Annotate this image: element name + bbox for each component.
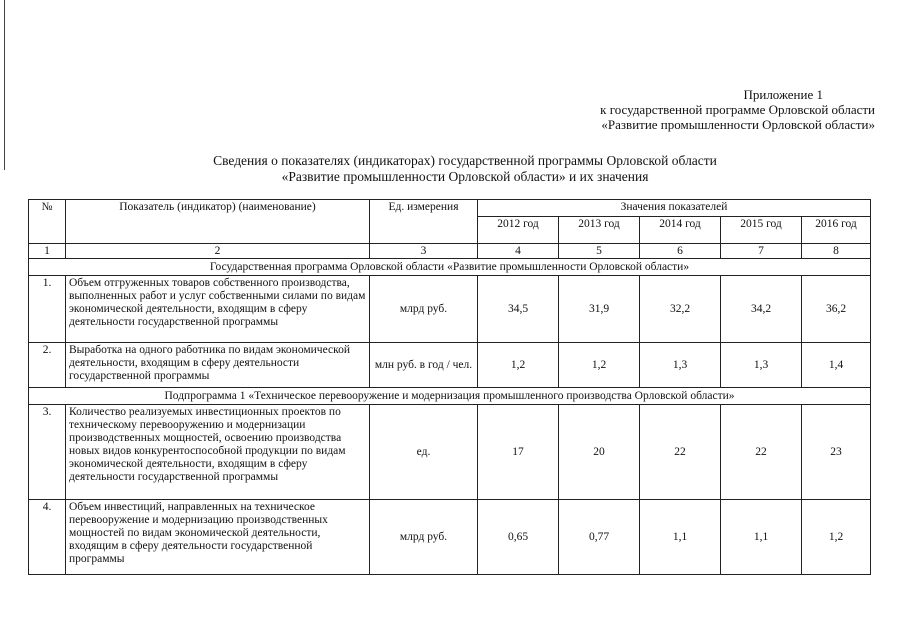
row-value: 20 [559,405,640,500]
header-values-group: Значения показателей [478,200,871,217]
row-value: 0,77 [559,500,640,575]
column-number: 8 [802,244,871,259]
header-year: 2012 год [478,217,559,244]
row-value: 32,2 [640,276,721,343]
row-value: 1,1 [640,500,721,575]
column-number: 7 [721,244,802,259]
row-unit: ед. [370,405,478,500]
row-value: 17 [478,405,559,500]
row-value: 1,2 [478,343,559,388]
row-value: 34,5 [478,276,559,343]
column-number: 5 [559,244,640,259]
header-indicator-label: Показатель (индикатор) (наименование) [119,201,316,213]
table-row [29,276,871,343]
header-year: 2015 год [721,217,802,244]
row-value: 36,2 [802,276,871,343]
row-value: 1,1 [721,500,802,575]
row-value: 34,2 [721,276,802,343]
row-number: 4. [29,500,66,575]
column-number: 6 [640,244,721,259]
row-value: 1,2 [559,343,640,388]
column-number: 4 [478,244,559,259]
row-number: 3. [29,405,66,500]
appendix-program-name: «Развитие промышленности Орловской области» [601,117,875,132]
row-unit: млн руб. в год / чел. [370,343,478,388]
table-row [29,405,871,500]
appendix-number: Приложение 1 [743,87,823,102]
row-indicator-name: Объем отгруженных товаров собственного производства, выполненных работ и услуг собственными силами по видам экономической деятельности, входящим в сферу деятельности государственной программы [66,276,370,343]
row-value: 1,3 [721,343,802,388]
row-value: 22 [640,405,721,500]
header-indicator [66,200,370,244]
row-value: 0,65 [478,500,559,575]
header-year: 2016 год [802,217,871,244]
row-indicator-name: Объем инвестиций, направленных на техническое перевооружение и модернизацию производственных мощностей по видам экономической деятельности, входящим в сферу деятельности государственной программы [66,500,370,575]
section-title: Подпрограмма 1 «Техническое перевооружение и модернизация промышленного производства Орловской области» [29,388,871,405]
row-value: 22 [721,405,802,500]
row-indicator-name: Количество реализуемых инвестиционных проектов по техническому перевооружению и модернизации производственных мощностей, освоению производства новых видов конкурентоспособной продукции по видам экономической деятельности, входящим в сферу деятельности государственной программы [66,405,370,500]
row-value: 1,4 [802,343,871,388]
page-edge-line [4,0,5,170]
row-value: 23 [802,405,871,500]
section-title: Государственная программа Орловской области «Развитие промышленности Орловской области» [29,259,871,276]
appendix-header [600,87,875,132]
section-row-subprogram [29,388,871,405]
header-year: 2013 год [559,217,640,244]
document-title-line1: Сведения о показателях (индикаторах) государственной программы Орловской области [213,153,717,168]
document-title [0,153,905,185]
column-number: 3 [370,244,478,259]
row-value: 1,3 [640,343,721,388]
appendix-reference: к государственной программе Орловской области [600,102,875,117]
row-unit: млрд руб. [370,276,478,343]
row-value: 31,9 [559,276,640,343]
table-row [29,500,871,575]
row-value: 1,2 [802,500,871,575]
column-number: 1 [29,244,66,259]
header-year: 2014 год [640,217,721,244]
row-number: 1. [29,276,66,343]
column-numbers-row [29,244,871,259]
row-indicator-name: Выработка на одного работника по видам экономической деятельности, входящим в сферу деятельности государственной программы [66,343,370,388]
row-unit: млрд руб. [370,500,478,575]
column-number: 2 [66,244,370,259]
header-unit: Ед. измерения [370,200,478,244]
table-row [29,343,871,388]
row-number: 2. [29,343,66,388]
document-title-line2: «Развитие промышленности Орловской области» и их значения [281,169,649,184]
section-row-program [29,259,871,276]
header-no: № [29,200,66,244]
indicators-table [28,199,871,575]
